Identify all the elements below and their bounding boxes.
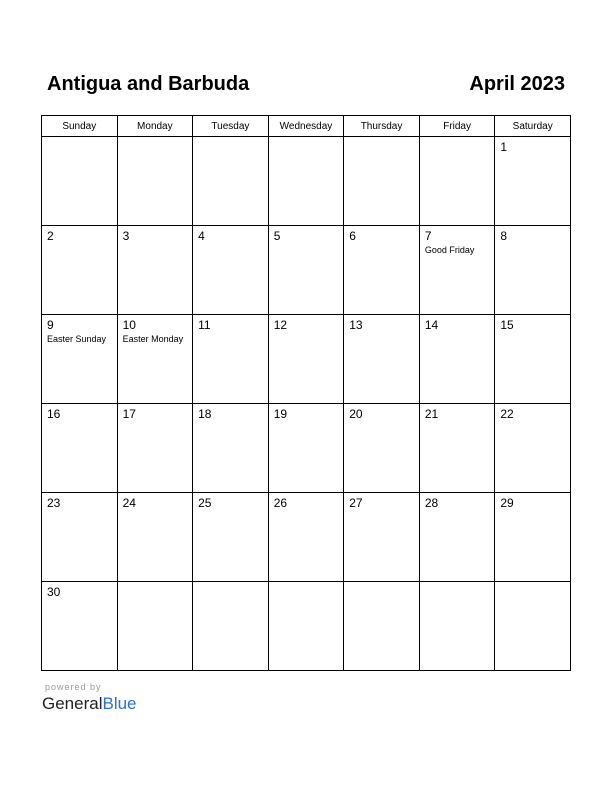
day-number: 6 bbox=[349, 229, 356, 243]
holiday-label: Easter Monday bbox=[122, 334, 184, 344]
empty-day-cell bbox=[42, 137, 118, 226]
empty-day-cell bbox=[419, 137, 495, 226]
weekday-header-saturday: Saturday bbox=[495, 116, 571, 137]
week-row bbox=[42, 315, 571, 404]
day-cell bbox=[495, 404, 571, 493]
day-cell bbox=[344, 315, 420, 404]
day-cell bbox=[117, 404, 193, 493]
day-cell bbox=[42, 493, 118, 582]
day-number: 25 bbox=[198, 496, 212, 510]
day-number: 28 bbox=[424, 496, 439, 510]
empty-day-cell bbox=[193, 582, 269, 671]
day-cell bbox=[42, 226, 118, 315]
day-number: 4 bbox=[198, 229, 205, 243]
day-number: 23 bbox=[47, 496, 61, 510]
day-number: 20 bbox=[349, 407, 363, 421]
day-cell bbox=[419, 315, 495, 404]
day-number: 11 bbox=[198, 318, 211, 332]
day-number: 15 bbox=[500, 318, 514, 332]
day-cell bbox=[344, 404, 420, 493]
day-cell bbox=[42, 404, 118, 493]
week-row bbox=[42, 582, 571, 671]
day-number: 8 bbox=[500, 229, 508, 243]
holiday-label: Easter Sunday bbox=[47, 334, 107, 344]
day-number: 19 bbox=[273, 407, 288, 421]
day-cell bbox=[268, 493, 344, 582]
day-cell bbox=[268, 315, 344, 404]
day-number: 14 bbox=[424, 318, 439, 332]
day-cell bbox=[193, 226, 269, 315]
day-cell bbox=[117, 226, 193, 315]
day-number: 3 bbox=[122, 229, 130, 243]
empty-day-cell bbox=[419, 582, 495, 671]
day-number: 29 bbox=[500, 496, 514, 510]
page-title-month: April 2023 bbox=[469, 73, 565, 95]
day-cell bbox=[495, 137, 571, 226]
day-number: 30 bbox=[47, 585, 61, 599]
day-number: 1 bbox=[500, 140, 508, 154]
empty-day-cell bbox=[193, 137, 269, 226]
brand-blue-text: Blue bbox=[102, 694, 137, 713]
day-cell bbox=[42, 315, 118, 404]
day-cell bbox=[268, 226, 344, 315]
day-cell bbox=[495, 315, 571, 404]
week-row bbox=[42, 493, 571, 582]
calendar-grid bbox=[41, 115, 571, 671]
day-number: 10 bbox=[122, 318, 136, 332]
day-cell bbox=[117, 315, 193, 404]
weekday-header-monday: Monday bbox=[117, 116, 193, 137]
day-cell bbox=[117, 493, 193, 582]
empty-day-cell bbox=[495, 582, 571, 671]
day-number: 12 bbox=[273, 318, 288, 332]
day-number: 21 bbox=[424, 407, 439, 421]
day-number: 17 bbox=[122, 407, 136, 421]
brand-general-text: General bbox=[42, 694, 103, 713]
day-cell bbox=[193, 404, 269, 493]
week-row bbox=[42, 404, 571, 493]
day-number: 18 bbox=[198, 407, 212, 421]
day-cell bbox=[495, 493, 571, 582]
empty-day-cell bbox=[117, 582, 193, 671]
brand-logo[interactable] bbox=[42, 694, 137, 714]
footer-branding bbox=[42, 682, 137, 714]
day-number: 26 bbox=[273, 496, 288, 510]
weekday-header-sunday: Sunday bbox=[42, 116, 118, 137]
week-row bbox=[42, 137, 571, 226]
day-cell bbox=[193, 493, 269, 582]
day-number: 5 bbox=[273, 229, 281, 243]
weekday-header-tuesday: Tuesday bbox=[193, 116, 269, 137]
weekday-header-thursday: Thursday bbox=[344, 116, 420, 137]
powered-by-text: powered by bbox=[45, 682, 102, 692]
holiday-label: Good Friday bbox=[424, 245, 475, 255]
weekday-header-row bbox=[42, 116, 571, 137]
day-number: 2 bbox=[47, 229, 54, 243]
day-number: 7 bbox=[424, 229, 432, 243]
day-number: 13 bbox=[349, 318, 363, 332]
day-number: 9 bbox=[47, 318, 54, 332]
day-cell bbox=[419, 404, 495, 493]
day-number: 24 bbox=[122, 496, 136, 510]
day-cell bbox=[419, 226, 495, 315]
day-cell bbox=[268, 404, 344, 493]
day-number: 27 bbox=[349, 496, 363, 510]
weekday-header-wednesday: Wednesday bbox=[268, 116, 344, 137]
empty-day-cell bbox=[268, 137, 344, 226]
empty-day-cell bbox=[268, 582, 344, 671]
day-number: 16 bbox=[47, 407, 61, 421]
empty-day-cell bbox=[344, 137, 420, 226]
empty-day-cell bbox=[117, 137, 193, 226]
day-cell bbox=[419, 493, 495, 582]
day-cell bbox=[193, 315, 269, 404]
empty-day-cell bbox=[344, 582, 420, 671]
week-row bbox=[42, 226, 571, 315]
day-cell bbox=[495, 226, 571, 315]
weekday-header-friday: Friday bbox=[419, 116, 495, 137]
day-cell bbox=[42, 582, 118, 671]
day-cell bbox=[344, 226, 420, 315]
day-cell bbox=[344, 493, 420, 582]
page-title-country: Antigua and Barbuda bbox=[47, 73, 250, 95]
day-number: 22 bbox=[500, 407, 514, 421]
